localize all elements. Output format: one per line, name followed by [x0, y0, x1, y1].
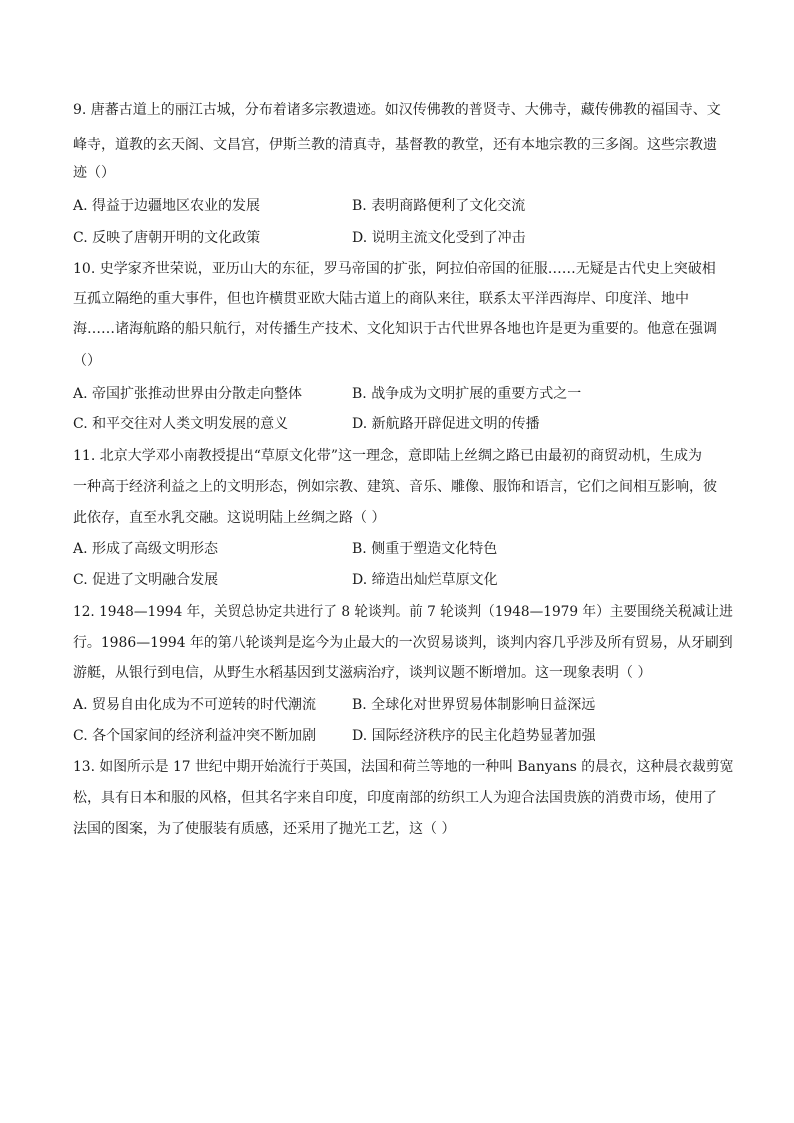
question-12-option-a: A. 贸易自由化成为不可逆转的时代潮流	[73, 697, 317, 713]
question-10-option-d: D. 新航路开辟促进文明的传播	[352, 416, 540, 432]
question-11-option-a: A. 形成了高级文明形态	[73, 541, 219, 557]
question-12-options-row-2	[73, 726, 733, 746]
question-9-line-2: 峰寺，道教的玄天阁、文昌宫，伊斯兰教的清真寺，基督教的教堂，还有本地宗教的三多阁。这些宗教遗	[73, 137, 717, 153]
question-10-option-c: C. 和平交往对人类文明发展的意义	[73, 416, 289, 432]
question-10-line-1: 10. 史学家齐世荣说，亚历山大的东征，罗马帝国的扩张，阿拉伯帝国的征服……无疑是古代史上突破相	[73, 261, 716, 277]
question-12-option-d: D. 国际经济秩序的民主化趋势显著加强	[352, 728, 596, 744]
question-12-option-b: B. 全球化对世界贸易体制影响日益深远	[352, 697, 596, 713]
question-9-option-a: A. 得益于边疆地区农业的发展	[73, 198, 261, 214]
question-11-option-d: D. 缔造出灿烂草原文化	[352, 572, 498, 588]
question-13-line-3: 法国的图案，为了使服装有质感，还采用了抛光工艺，这（ ）	[73, 821, 456, 837]
question-13-line-2: 松，具有日本和服的风格，但其名字来自印度，印度南部的纺织工人为迎合法国贵族的消费市场，使用了	[73, 790, 717, 806]
question-10-option-b: B. 战争成为文明扩展的重要方式之一	[352, 386, 582, 402]
question-11-line-3: 此依存，直至水乳交融。这说明陆上丝绸之路（ ）	[73, 510, 386, 526]
question-11-options-row-1	[73, 539, 733, 559]
question-9-options-row-2	[73, 228, 733, 248]
question-12-option-c: C. 各个国家间的经济利益冲突不断加剧	[73, 728, 317, 744]
question-9-option-b: B. 表明商路便利了文化交流	[352, 198, 526, 214]
question-12-line-3: 游艇，从银行到电信，从野生水稻基因到艾滋病治疗，谈判议题不断增加。这一现象表明（ ）	[73, 665, 652, 681]
question-10-options-row-1	[73, 384, 733, 404]
question-11-option-b: B. 侧重于塑造文化特色	[352, 541, 498, 557]
question-9-line-1: 9. 唐蕃古道上的丽江古城，分布着诸多宗教遗迹。如汉传佛教的普贤寺、大佛寺，藏传佛教的福国寺、文	[73, 102, 721, 118]
question-9-option-d: D. 说明主流文化受到了冲击	[352, 230, 526, 246]
question-11-line-2: 一种高于经济利益之上的文明形态，例如宗教、建筑、音乐、雕像、服饰和语言，它们之间相互影响，彼	[73, 479, 717, 495]
question-10-options-row-2	[73, 414, 733, 434]
question-11-options-row-2	[73, 570, 733, 590]
question-10-option-a: A. 帝国扩张推动世界由分散走向整体	[73, 386, 303, 402]
question-13-line-1: 13. 如图所示是 17 世纪中期开始流行于英国，法国和荷兰等地的一种叫 Banyans 的晨衣，这种晨衣裁剪宽	[73, 759, 734, 775]
question-11-option-c: C. 促进了文明融合发展	[73, 572, 219, 588]
question-11-line-1: 11. 北京大学邓小南教授提出“草原文化带”这一理念，意即陆上丝绸之路已由最初的商贸动机，生成为	[73, 448, 703, 464]
question-9-options-row-1	[73, 196, 733, 216]
question-10-line-2: 互孤立隔绝的重大事件，但也许横贯亚欧大陆古道上的商队来往，联系太平洋西海岸、印度洋、地中	[73, 291, 689, 307]
question-9-option-c: C. 反映了唐朝开明的文化政策	[73, 230, 261, 246]
question-10-line-4: （）	[73, 353, 101, 369]
question-10-line-3: 海……诸海航路的船只航行，对传播生产技术、文化知识于古代世界各地也许是更为重要的。他意在强调	[73, 321, 717, 337]
question-9-line-3: 迹（）	[73, 165, 115, 181]
question-12-line-2: 行。1986—1994 年的第八轮谈判是迄今为止最大的一次贸易谈判，谈判内容几乎涉及所有贸易，从牙刷到	[73, 635, 733, 651]
question-12-line-1: 12. 1948—1994 年，关贸总协定共进行了 8 轮谈判。前 7 轮谈判（1948—1979 年）主要围绕关税减让进	[73, 604, 733, 620]
question-12-options-row-1	[73, 695, 733, 715]
